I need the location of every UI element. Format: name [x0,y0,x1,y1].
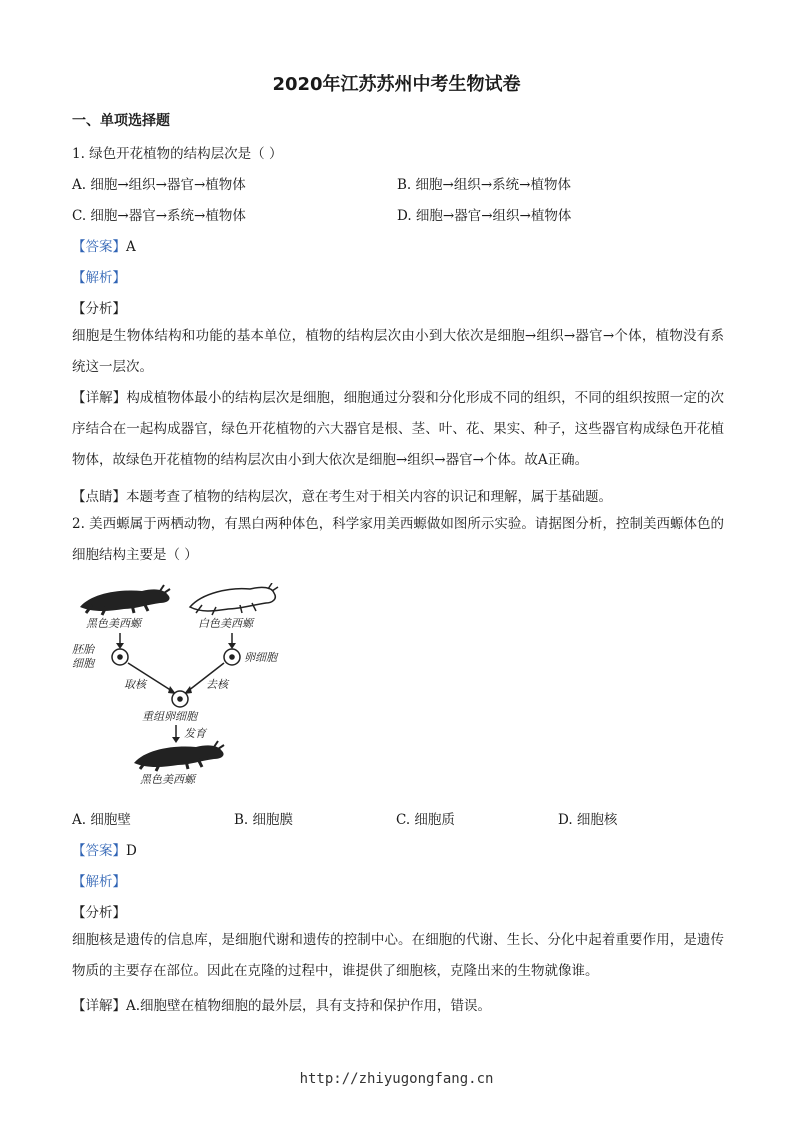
detail-text: A.细胞壁在植物细胞的最外层，具有支持和保护作用，错误。 [126,998,492,1014]
comment-text: 本题考查了植物的结构层次，意在考生对于相关内容的识记和理解，属于基础题。 [126,489,612,505]
diagram-svg [72,583,312,793]
salamander-diagram [72,583,312,793]
detail-tag: 【详解】 [72,390,127,406]
recombined-label: 重组卵细胞 [142,710,197,723]
remove-nucleus-label: 去核 [206,678,228,691]
answer-tag: 【答案】 [72,239,126,255]
q2-answer-row [72,839,137,859]
section-heading: 一、单项选择题 [72,113,170,129]
q1-comment [72,485,612,505]
answer-value: D [126,843,137,859]
q1-option-d: D. 细胞→器官→组织→植物体 [397,208,572,224]
result-label: 黑色美西螈 [140,773,195,786]
detail-text: 构成植物体最小的结构层次是细胞，细胞通过分裂和分化形成不同的组织，不同的组织按照一定的次序结合在一起构成器官，绿色开花植物的六大器官是根、茎、叶、花、果实、种子，这些器官构成绿色开花植物体，故绿色开花植物的结构层次由小到大依次是细胞→组织→器官→个体。故A正确。 [72,390,725,468]
comment-tag: 【点睛】 [72,489,126,505]
q1-option-c: C. 细胞→器官→系统→植物体 [72,208,246,224]
answer-tag: 【答案】 [72,843,126,859]
fenxi-tag: 【分析】 [72,905,126,921]
analysis-tag: 【解析】 [72,270,126,286]
white-label: 白色美西螈 [198,617,253,630]
analysis-tag: 【解析】 [72,874,126,890]
q1-answer-row [72,235,136,255]
black-salamander-icon [80,585,170,615]
q2-detail [72,994,491,1014]
q1-fenxi-text: 细胞是生物体结构和功能的基本单位，植物的结构层次由小到大依次是细胞→组织→器官→个体，植物没有系统这一层次。 [72,328,724,375]
q2-fenxi-text: 细胞核是遗传的信息库，是细胞代谢和遗传的控制中心。在细胞的代谢、生长、分化中起着重要作用，是遗传物质的主要存在部位。因此在克隆的过程中，谁提供了细胞核，克隆出来的生物就像谁。 [72,932,724,979]
develop-label: 发育 [184,727,206,740]
egg-cell-label: 卵细胞 [244,651,277,664]
detail-tag: 【详解】 [72,998,126,1014]
footer-url: http://zhiyugongfang.cn [299,1071,494,1087]
q2-option-a: A. 细胞壁 [72,812,131,828]
q2-stem: 2. 美西螈属于两栖动物，有黑白两种体色，科学家用美西螈做如图所示实验。请据图分析，控制美西螈体色的细胞结构主要是（ ） [72,516,724,563]
white-salamander-icon [190,583,278,615]
q2-option-c: C. 细胞质 [396,812,455,828]
q1-stem: 1. 绿色开花植物的结构层次是（ ） [72,146,283,162]
answer-value: A [126,239,136,255]
page-title: 2020年江苏苏州中考生物试卷 [272,74,521,95]
q2-option-b: B. 细胞膜 [234,812,294,828]
embryo-cell-label-2: 细胞 [72,657,94,670]
black-label: 黑色美西螈 [86,617,141,630]
fenxi-tag: 【分析】 [72,301,126,317]
embryo-cell-label-1: 胚胎 [72,643,94,656]
result-salamander-icon [134,741,224,771]
take-nucleus-label: 取核 [124,678,146,691]
q1-detail [72,383,724,476]
q1-option-a: A. 细胞→组织→器官→植物体 [72,177,246,193]
q2-option-d: D. 细胞核 [558,812,618,828]
q1-option-b: B. 细胞→组织→系统→植物体 [397,177,571,193]
